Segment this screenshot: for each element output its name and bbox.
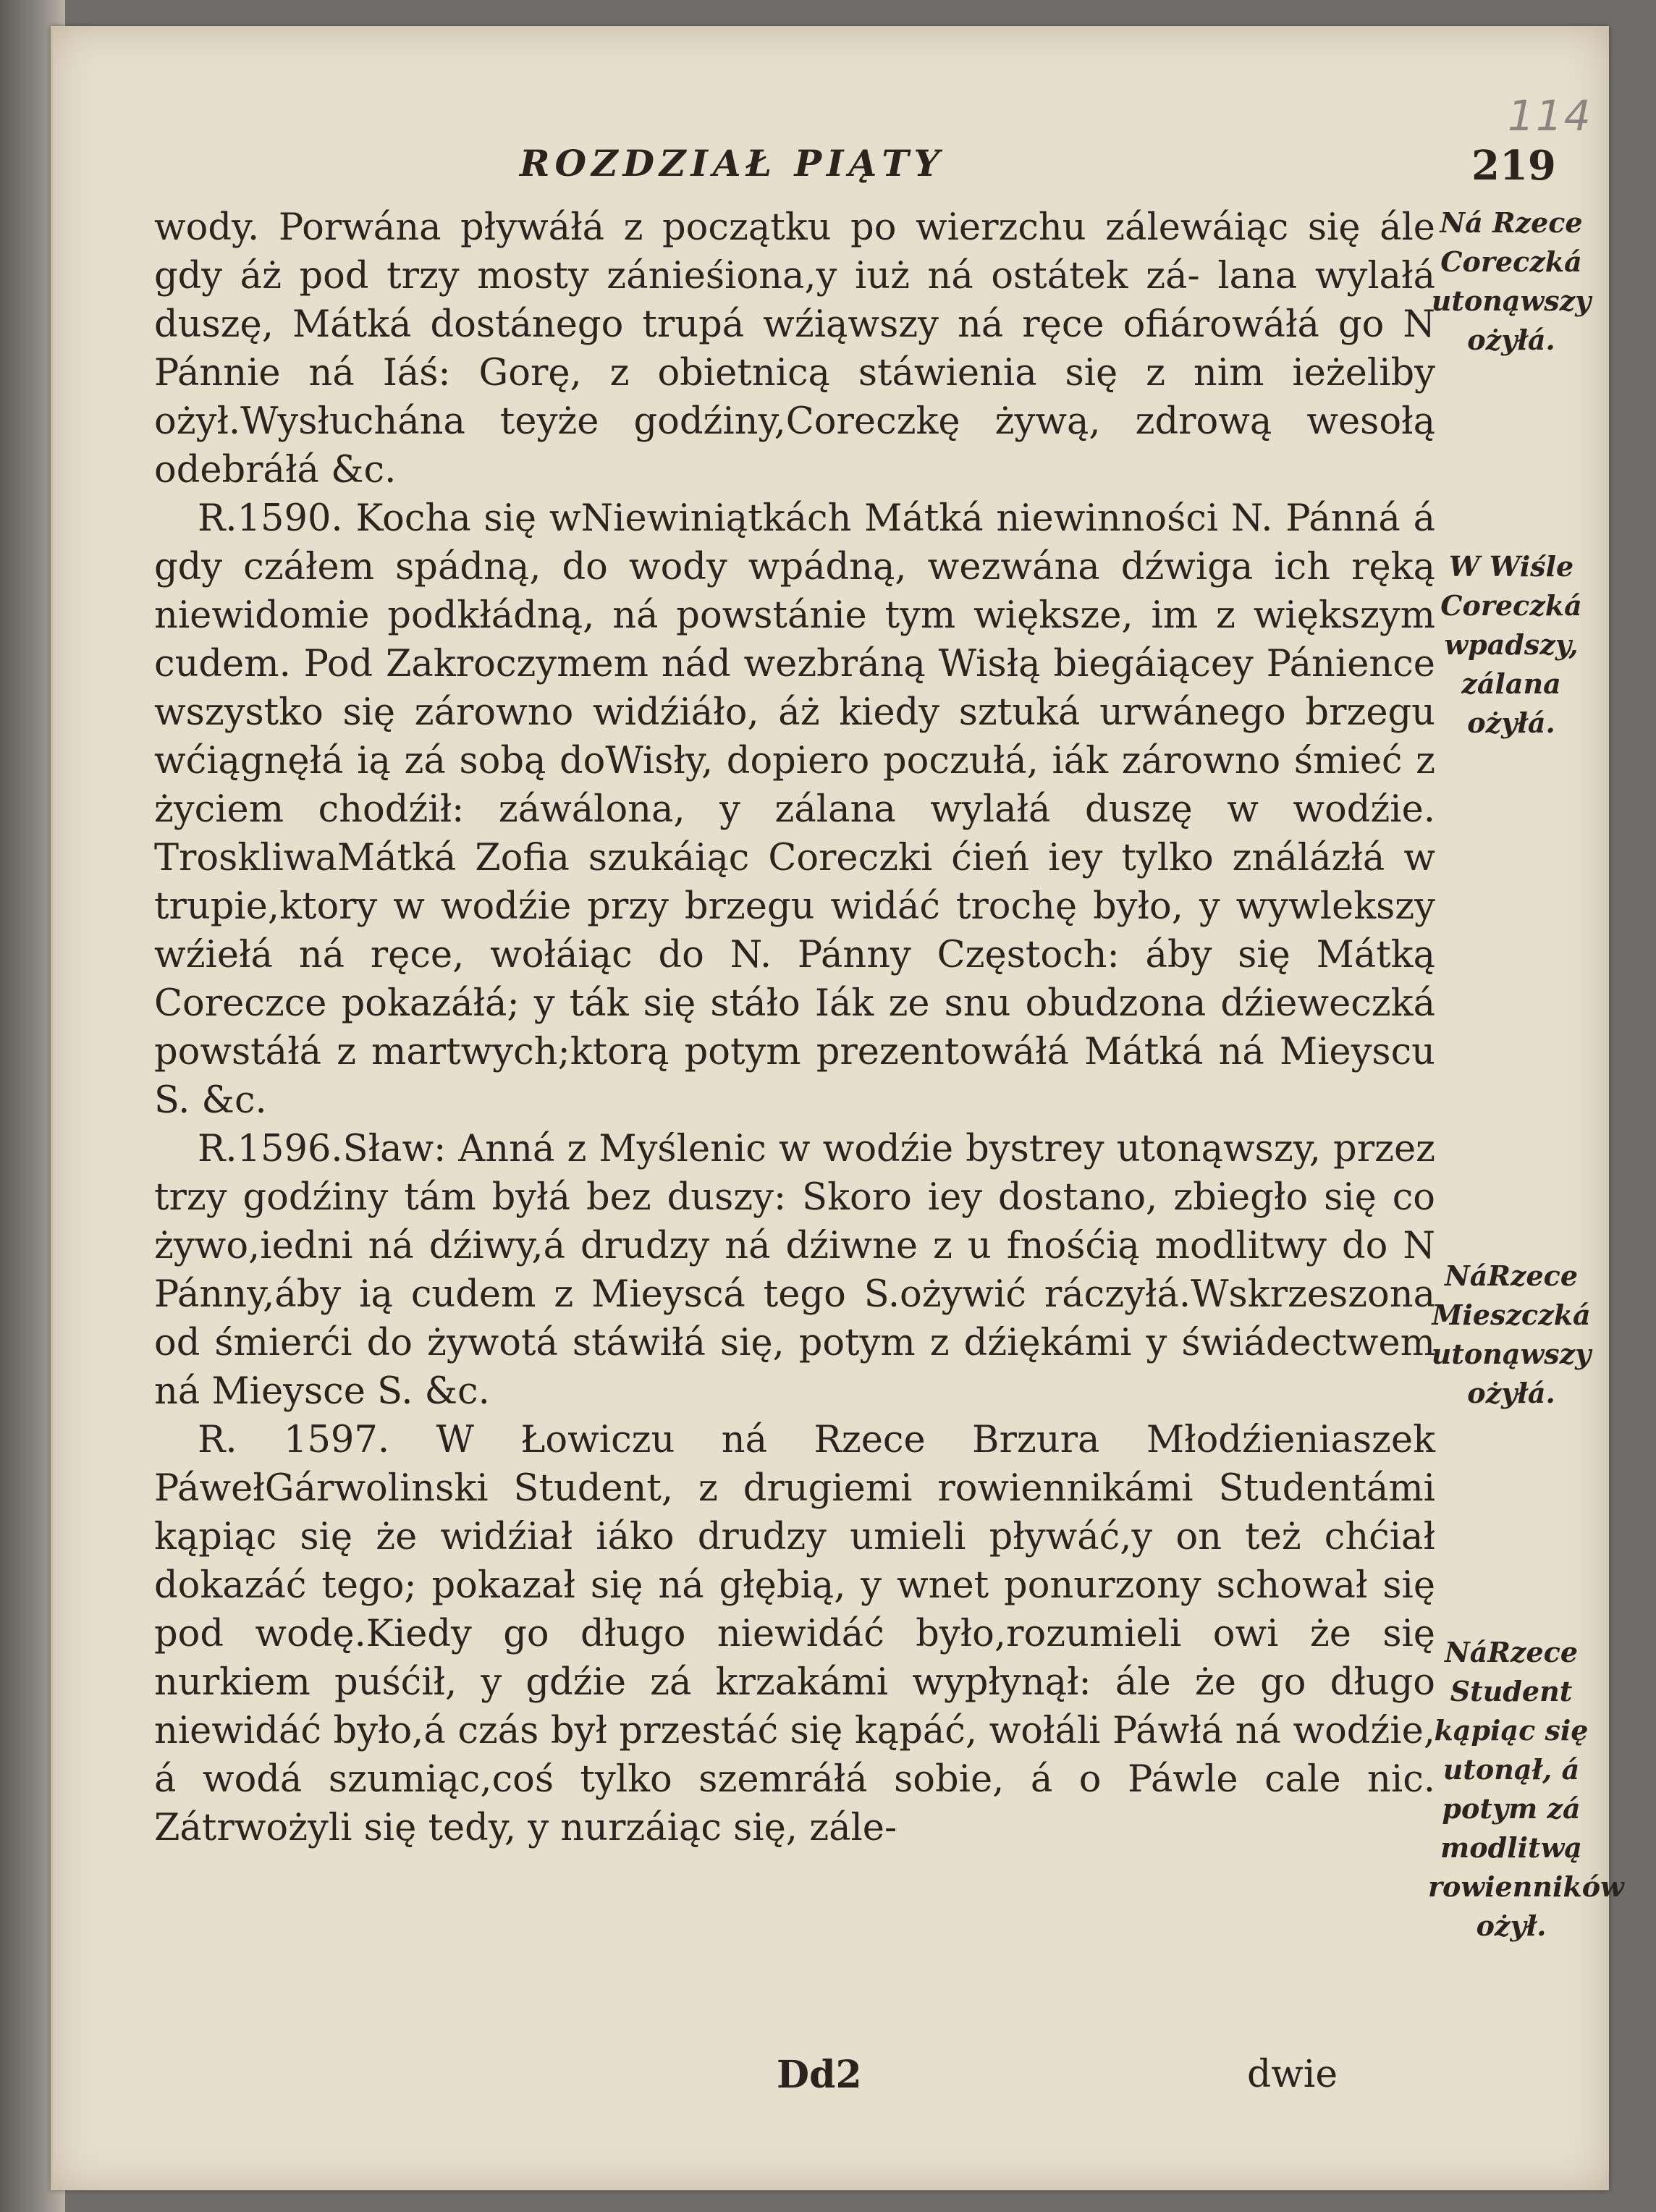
main-text [154,203,1435,1852]
signature-mark: Dd2 [777,2053,862,2097]
book-page [51,26,1624,2190]
page-number: 219 [1471,142,1556,190]
page-header [53,142,1609,193]
margin-note-2: W Wiśle Coreczká wpadszy, zálana ożyłá. [1440,550,1582,739]
margin-note-3: NáRzece Mieszczká utonąwszy ożyłá. [1431,1259,1592,1409]
pencil-folio-number: 114 [1508,91,1592,140]
paragraph-4: R. 1597. W Łowiczu ná Rzece Brzura Młodźieniaszek PáwełGárwolinski Student, z drugiemi rowiennikámi Studentámi kąpiąc się że widźiał iáko drudzy umieli pływáć,y on też chćiał dokazáć tego; pokazał się ná głębią, y wnet ponurzony schował się pod wodę.Kiedy go długo niewidáć było,rozumieli owi że się nurkiem puśćił, y gdźie zá krzakámi wypłynął: ále że go długo niewidáć było,á czás był przestáć się kąpáć, wołáli Páwłá ná wodźie, á wodá szumiąc,coś tylko szemráłá sobie, á o Páwle cale nic. Zátrwożyli się tedy, y nurzáiąc się, zále- [154,1419,1435,1849]
catchword: dwie [1247,2053,1338,2096]
page-footer [53,2053,1609,2111]
paragraph-3: R.1596.Sław: Anná z Myślenic w wodźie bystrey utonąwszy, przez trzy godźiny tám byłá bez duszy: Skoro iey dostano, zbiegło się co żywo,iedni ná dźiwy,á drudzy ná dźiwne z u fnośćią modlitwy do N Pánny,áby ią cudem z Mieyscá tego S.ożywić ráczyłá.Wskrzeszona od śmierći do żywotá stáwiłá się, potym z dźiękámi y świádectwem ná Mieysce S. &c. [154,1128,1435,1413]
margin-note-1: Ná Rzece Coreczká utonąwszy ożyłá. [1431,206,1592,356]
margin-note-4: NáRzece Student kąpiąc się utonął, á potym zá modlitwą rowienników ożył. [1428,1636,1624,1942]
paragraph-1: wody. Porwána pływáłá z początku po wierzchu zálewáiąc się ále gdy áż pod trzy mosty zánieśiona,y iuż ná ostátek zá- lana wylałá duszę, Mátká dostánego trupá wźiąwszy ná ręce ofiárowáłá go N Pánnie ná Iáś: Gorę, z obietnicą stáwienia się z nim ieżeliby ożył.Wysłuchána teyże godźiny,Coreczkę żywą, zdrową wesołą odebráłá &c. [154,206,1435,491]
running-head: ROZDZIAŁ PIĄTY [520,142,945,185]
paragraph-2: R.1590. Kocha się wNiewiniątkách Mátká niewinności N. Pánná á gdy czáłem spádną, do wody wpádną, wezwána dźwiga ich ręką niewidomie podkłádną, ná powstánie tym większe, im z większym cudem. Pod Zakroczymem nád wezbráną Wisłą biegáiącey Pánience wszystko się zárowno widźiáło, áż kiedy sztuká urwánego brzegu wćiągnęłá ią zá sobą doWisły, dopiero poczułá, iák zárowno śmieć z życiem chodźił: záwálona, y zálana wylałá duszę w wodźie. TroskliwaMátká Zofia szukáiąc Coreczki ćień iey tylko ználázłá w trupie,ktory w wodźie przy brzegu widáć trochę było, y wywlekszy wźiełá ná ręce, wołáiąc do N. Pánny Częstoch: áby się Mátką Coreczce pokazáłá; y ták się stáło Iák ze snu obudzona dźieweczká powstáłá z martwych;ktorą potym prezentowáłá Mátká ná Mieyscu S. &c. [154,497,1435,1122]
